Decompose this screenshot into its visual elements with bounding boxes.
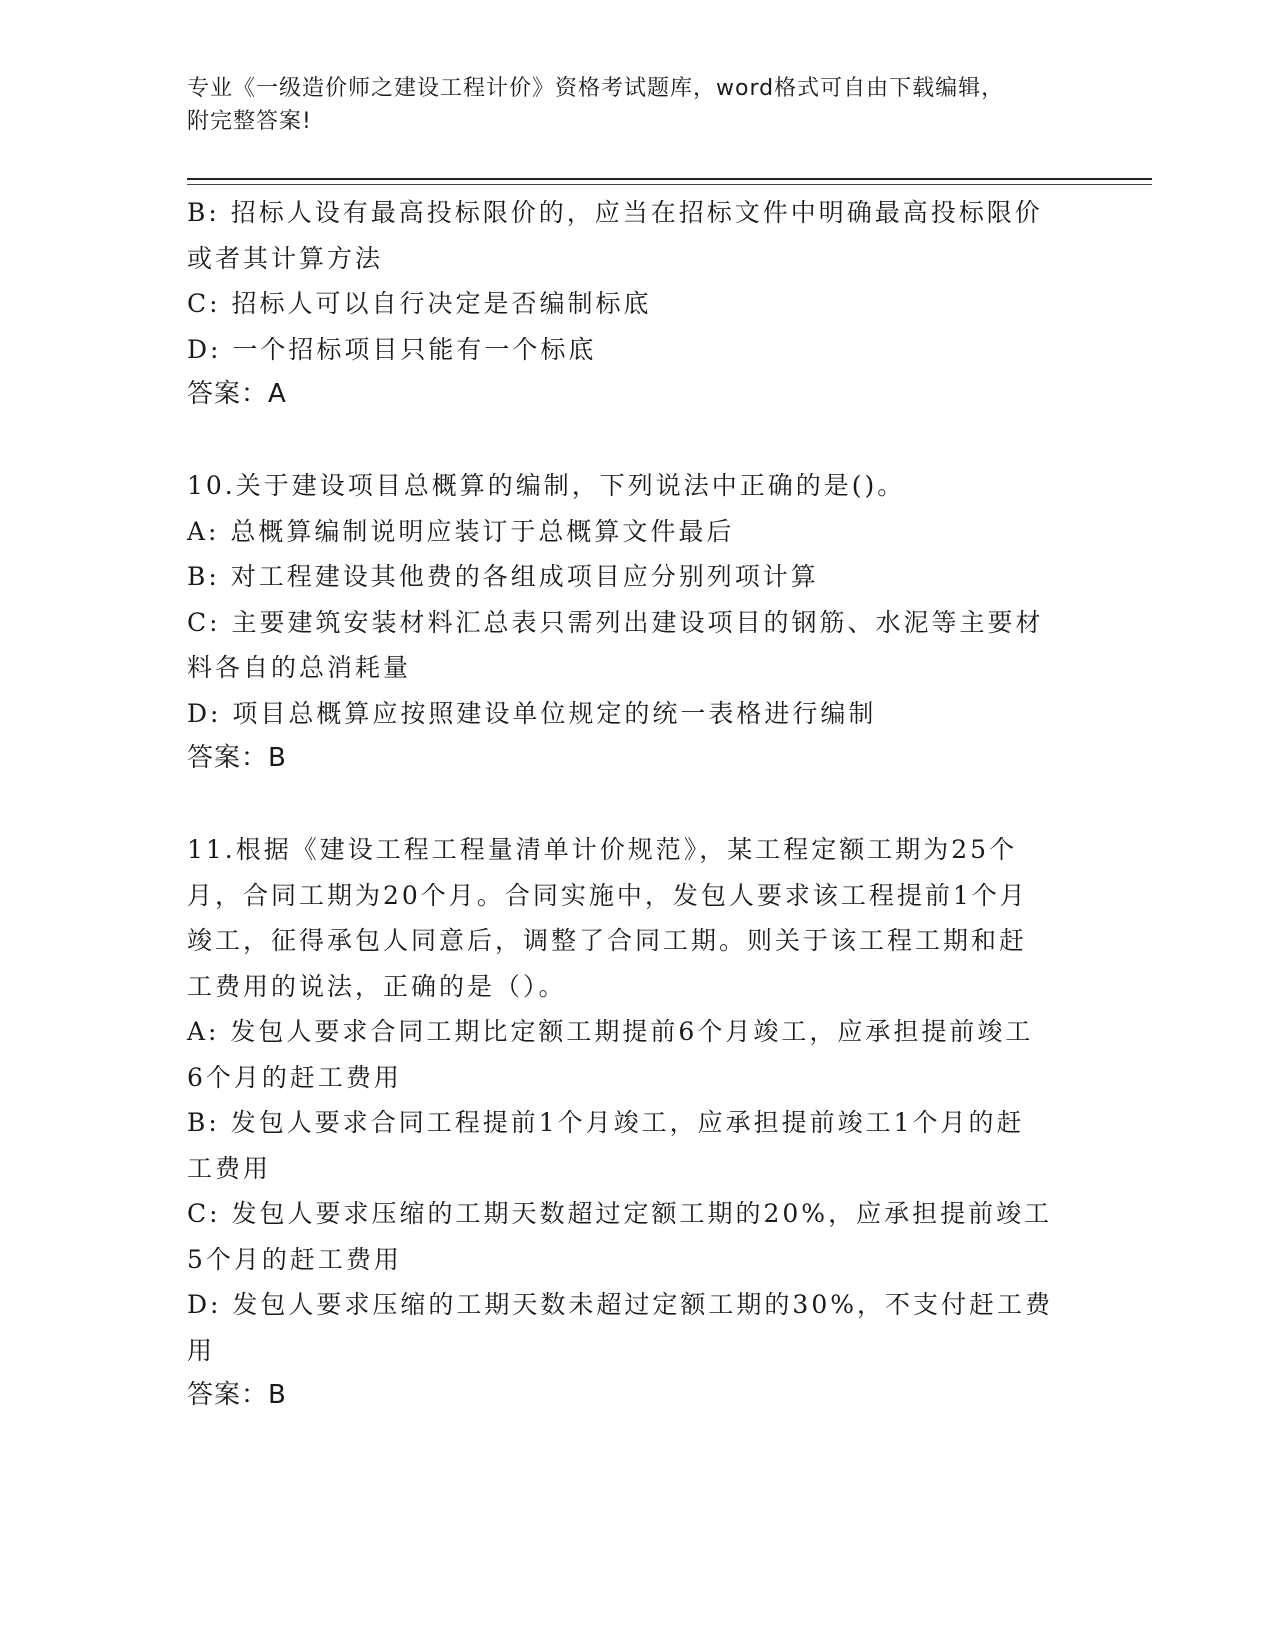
q10-answer: 答案：B [187, 743, 287, 773]
q11-option-b-line1: B: 发包人要求合同工程提前1个月竣工，应承担提前竣工1个月的赶 [187, 1108, 1025, 1137]
spacer [187, 782, 1087, 828]
question-11 [187, 827, 1087, 1419]
q10-option-c-line1: C: 主要建筑安装材料汇总表只需列出建设项目的钢筋、水泥等主要材 [187, 607, 1044, 637]
header-divider-thick [187, 178, 1152, 180]
spacer [187, 418, 1087, 464]
q11-option-c-line2: 5个月的赶工费用 [187, 1244, 402, 1274]
q11-option-d-line2: 用 [187, 1335, 216, 1365]
header-title-line1: 专业《一级造价师之建设工程计价》资格考试题库，word格式可自由下载编辑， [187, 76, 1005, 101]
q9-answer: 答案：A [187, 379, 287, 409]
q11-question-line3: 竣工，征得承包人同意后，调整了合同工期。则关于该工程工期和赶 [187, 926, 1028, 955]
q9-option-b-line2: 或者其计算方法 [187, 243, 384, 273]
header-divider-thin [187, 184, 1152, 185]
header-title-line2: 附完整答案! [187, 109, 312, 134]
q11-option-a-line2: 6个月的赶工费用 [187, 1062, 402, 1092]
q11-option-c-line1: C: 发包人要求压缩的工期天数超过定额工期的20%，应承担提前竣工 [187, 1199, 1053, 1228]
page-header [187, 72, 1067, 138]
question-9-tail [187, 190, 1087, 418]
document-body [187, 190, 1087, 1419]
q10-option-d: D: 项目总概算应按照建设单位规定的统一表格进行编制 [187, 698, 877, 728]
q11-question-line4: 工费用的说法，正确的是（）。 [187, 971, 567, 1001]
q9-option-c: C: 招标人可以自行决定是否编制标底 [187, 289, 652, 318]
q10-option-a: A: 总概算编制说明应装订于总概算文件最后 [187, 516, 735, 546]
q10-question: 10.关于建设项目总概算的编制，下列说法中正确的是()。 [187, 471, 906, 500]
q11-option-d-line1: D: 发包人要求压缩的工期天数未超过定额工期的30%，不支付赶工费 [187, 1290, 1053, 1319]
q11-option-a-line1: A: 发包人要求合同工期比定额工期提前6个月竣工，应承担提前竣工 [187, 1017, 1034, 1046]
q10-option-b: B: 对工程建设其他费的各组成项目应分别列项计算 [187, 562, 819, 591]
q9-option-b-line1: B: 招标人设有最高投标限价的，应当在招标文件中明确最高投标限价 [187, 198, 1043, 227]
q9-option-d: D: 一个招标项目只能有一个标底 [187, 334, 597, 364]
question-10 [187, 463, 1087, 782]
q10-option-c-line2: 料各自的总消耗量 [187, 653, 412, 682]
q11-option-b-line2: 工费用 [187, 1153, 272, 1183]
q11-question-line2: 月，合同工期为20个月。合同实施中，发包人要求该工程提前1个月 [187, 880, 1028, 910]
q11-answer: 答案：B [187, 1380, 287, 1410]
q11-question-line1: 11.根据《建设工程工程量清单计价规范》，某工程定额工期为25个 [187, 835, 1018, 864]
